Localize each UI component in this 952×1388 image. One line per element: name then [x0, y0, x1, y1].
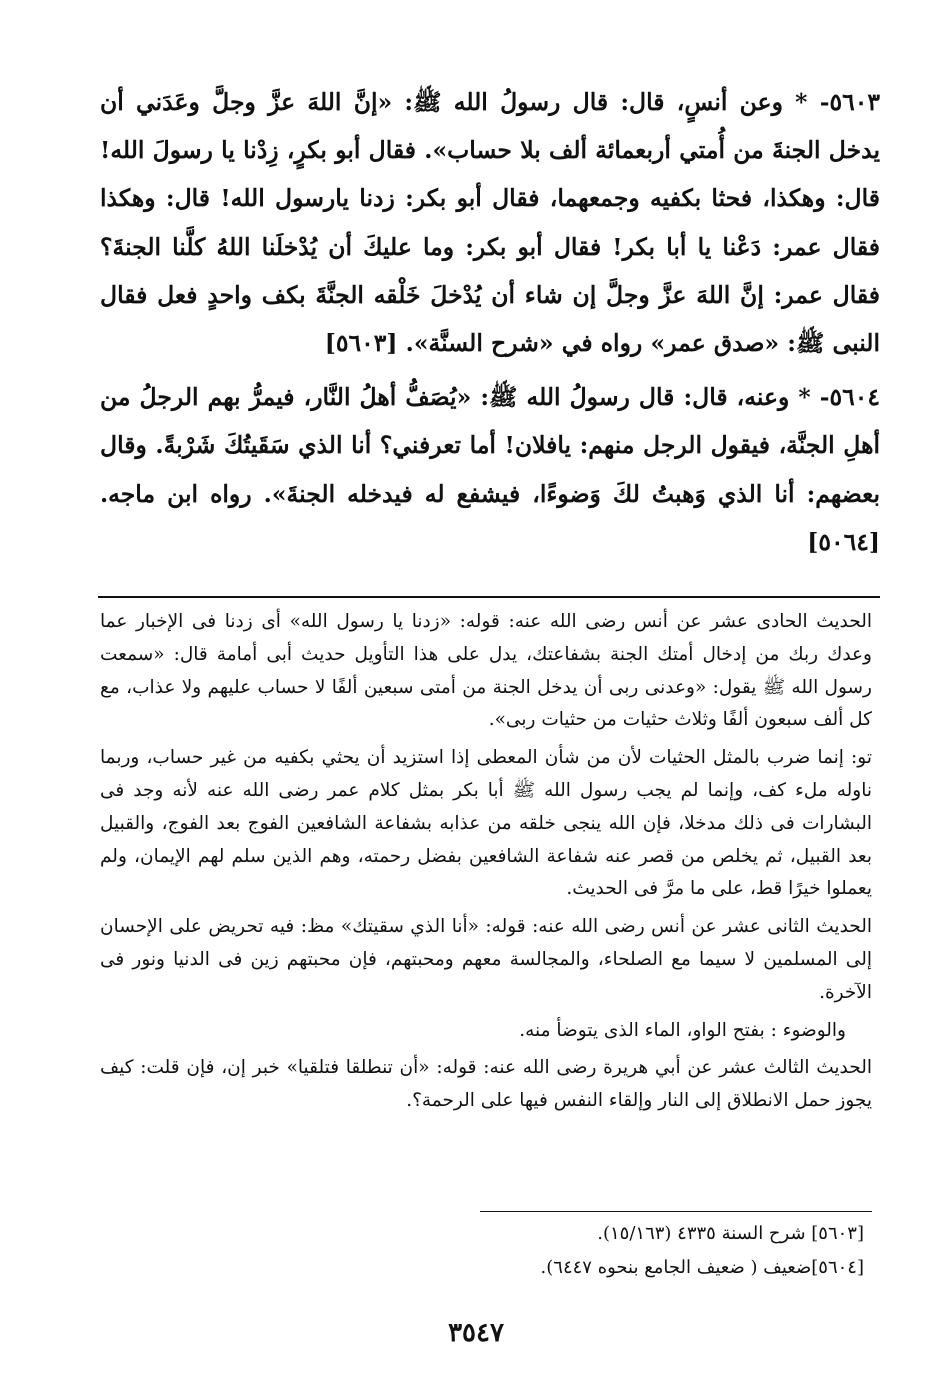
hadith-5604: ٥٦٠٤- * وعنه، قال: قال رسولُ الله ﷺ: «يُصَفُّ أهلُ النَّار، فيمرُّ بهم الرجلُ من أهلِ الجنَّة، فيقول الرجل منهم: يافلان! أما تعرفني؟ أنا الذي سَقَيتُكَ شَرْبةً. وقال بعضهم: أنا الذي وَهبتُ لكَ وَضوءًا، فيشفع له فيدخله الجنةَ». رواه ابن ماجه. [٥٠٦٤]	[100, 383, 880, 556]
hadith-5603: ٥٦٠٣- * وعن أنسٍ، قال: قال رسولُ الله ﷺ: «إنَّ اللهَ عزَّ وجلَّ وعَدَني أن يدخل الجنةَ من أُمتي أربعمائة ألف بلا حساب». فقال أبو بكرٍ، زِدْنا يا رسولَ الله! قال: وهكذا، فحثا بكفيه وجمعهما، فقال أبو بكر: زدنا يارسول الله! قال: وهكذا فقال عمر: دَعْنا يا أبا بكر! فقال أبو بكر: وما عليكَ أن يُدْخلَنا اللهُ كلَّنا الجنةَ؟ فقال عمر: إنَّ اللهَ عزَّ وجلَّ إن شاء أن يُدْخلَ خَلْقه الجنَّةَ بكف واحدٍ فعل فقال النبى ﷺ: «صدق عمر» رواه في «شرح السنَّة». [٥٦٠٣]	[100, 88, 880, 358]
commentary-paragraph: والوضوء : بفتح الواو، الماء الذى يتوضأ منه.	[519, 1019, 846, 1041]
section-divider	[98, 596, 880, 598]
footnote-5603: [٥٦٠٣] شرح السنة ٤٣٣٥ (١٥/١٦٣).	[597, 1223, 864, 1244]
commentary-block	[100, 606, 872, 1118]
commentary-paragraph: الحديث الثالث عشر عن أبي هريرة رضى الله عنه: قوله: «أن تنطلقا فتلقيا» خبر إن، فإن قلت: كيف يجوز حمل الانطلاق إلى النار وإلقاء النفس فيها على الرحمة؟.	[100, 1057, 872, 1112]
hadith-text-block	[100, 78, 880, 566]
page-number: ٣٥٤٧	[448, 1318, 504, 1348]
commentary-paragraph: الحديث الحادى عشر عن أنس رضى الله عنه: قوله: «زدنا يا رسول الله» أى زدنا فى الإخبار عما وعدك ربك من إدخال أمتك الجنة بشفاعتك، يدل على هذا التأويل حديث أبى أمامة قال: «سمعت رسول الله ﷺ يقول: «وعدنى ربى أن يدخل الجنة من أمتى سبعين ألفًا لا حساب عليهم ولا عذاب، مع كل ألف سبعون ألفًا وثلاث حثيات من حثيات ربى».	[100, 611, 872, 731]
footnote-5604: [٥٦٠٤]ضعيف ( ضعيف الجامع بنحوه ٦٤٤٧).	[540, 1257, 864, 1278]
commentary-paragraph: الحديث الثانى عشر عن أنس رضى الله عنه: قوله: «أنا الذي سقيتك» مظ: فيه تحريض على الإحسان إلى المسلمين لا سيما مع الصلحاء، والمجالسة معهم ومحبتهم، فإن محبتهم زين فى الدنيا ونور فى الآخرة.	[100, 916, 872, 1003]
footnote-divider	[480, 1211, 872, 1212]
commentary-paragraph: تو: إنما ضرب بالمثل الحثيات لأن من شأن المعطى إذا استزيد أن يحثي بكفيه من غير حساب، وربما ناوله ملء كف، وإنما لم يجب رسول الله ﷺ أبا بكر بمثل كلام عمر رضى الله عنه لأنه وجد فى البشارات فى ذلك مدخلا، فإن الله ينجى خلقه من عذابه بشفاعة الشافعين الفوج بعد الفوج، والقبيل بعد القبيل، ثم يخلص من قصر عنه شفاعة الشافعين بفضل رحمته، وهم الذين سلم لهم الإيمان، ولم يعملوا خيرًا قط، على ما مرَّ فى الحديث.	[100, 747, 872, 900]
footnotes	[541, 1217, 864, 1285]
